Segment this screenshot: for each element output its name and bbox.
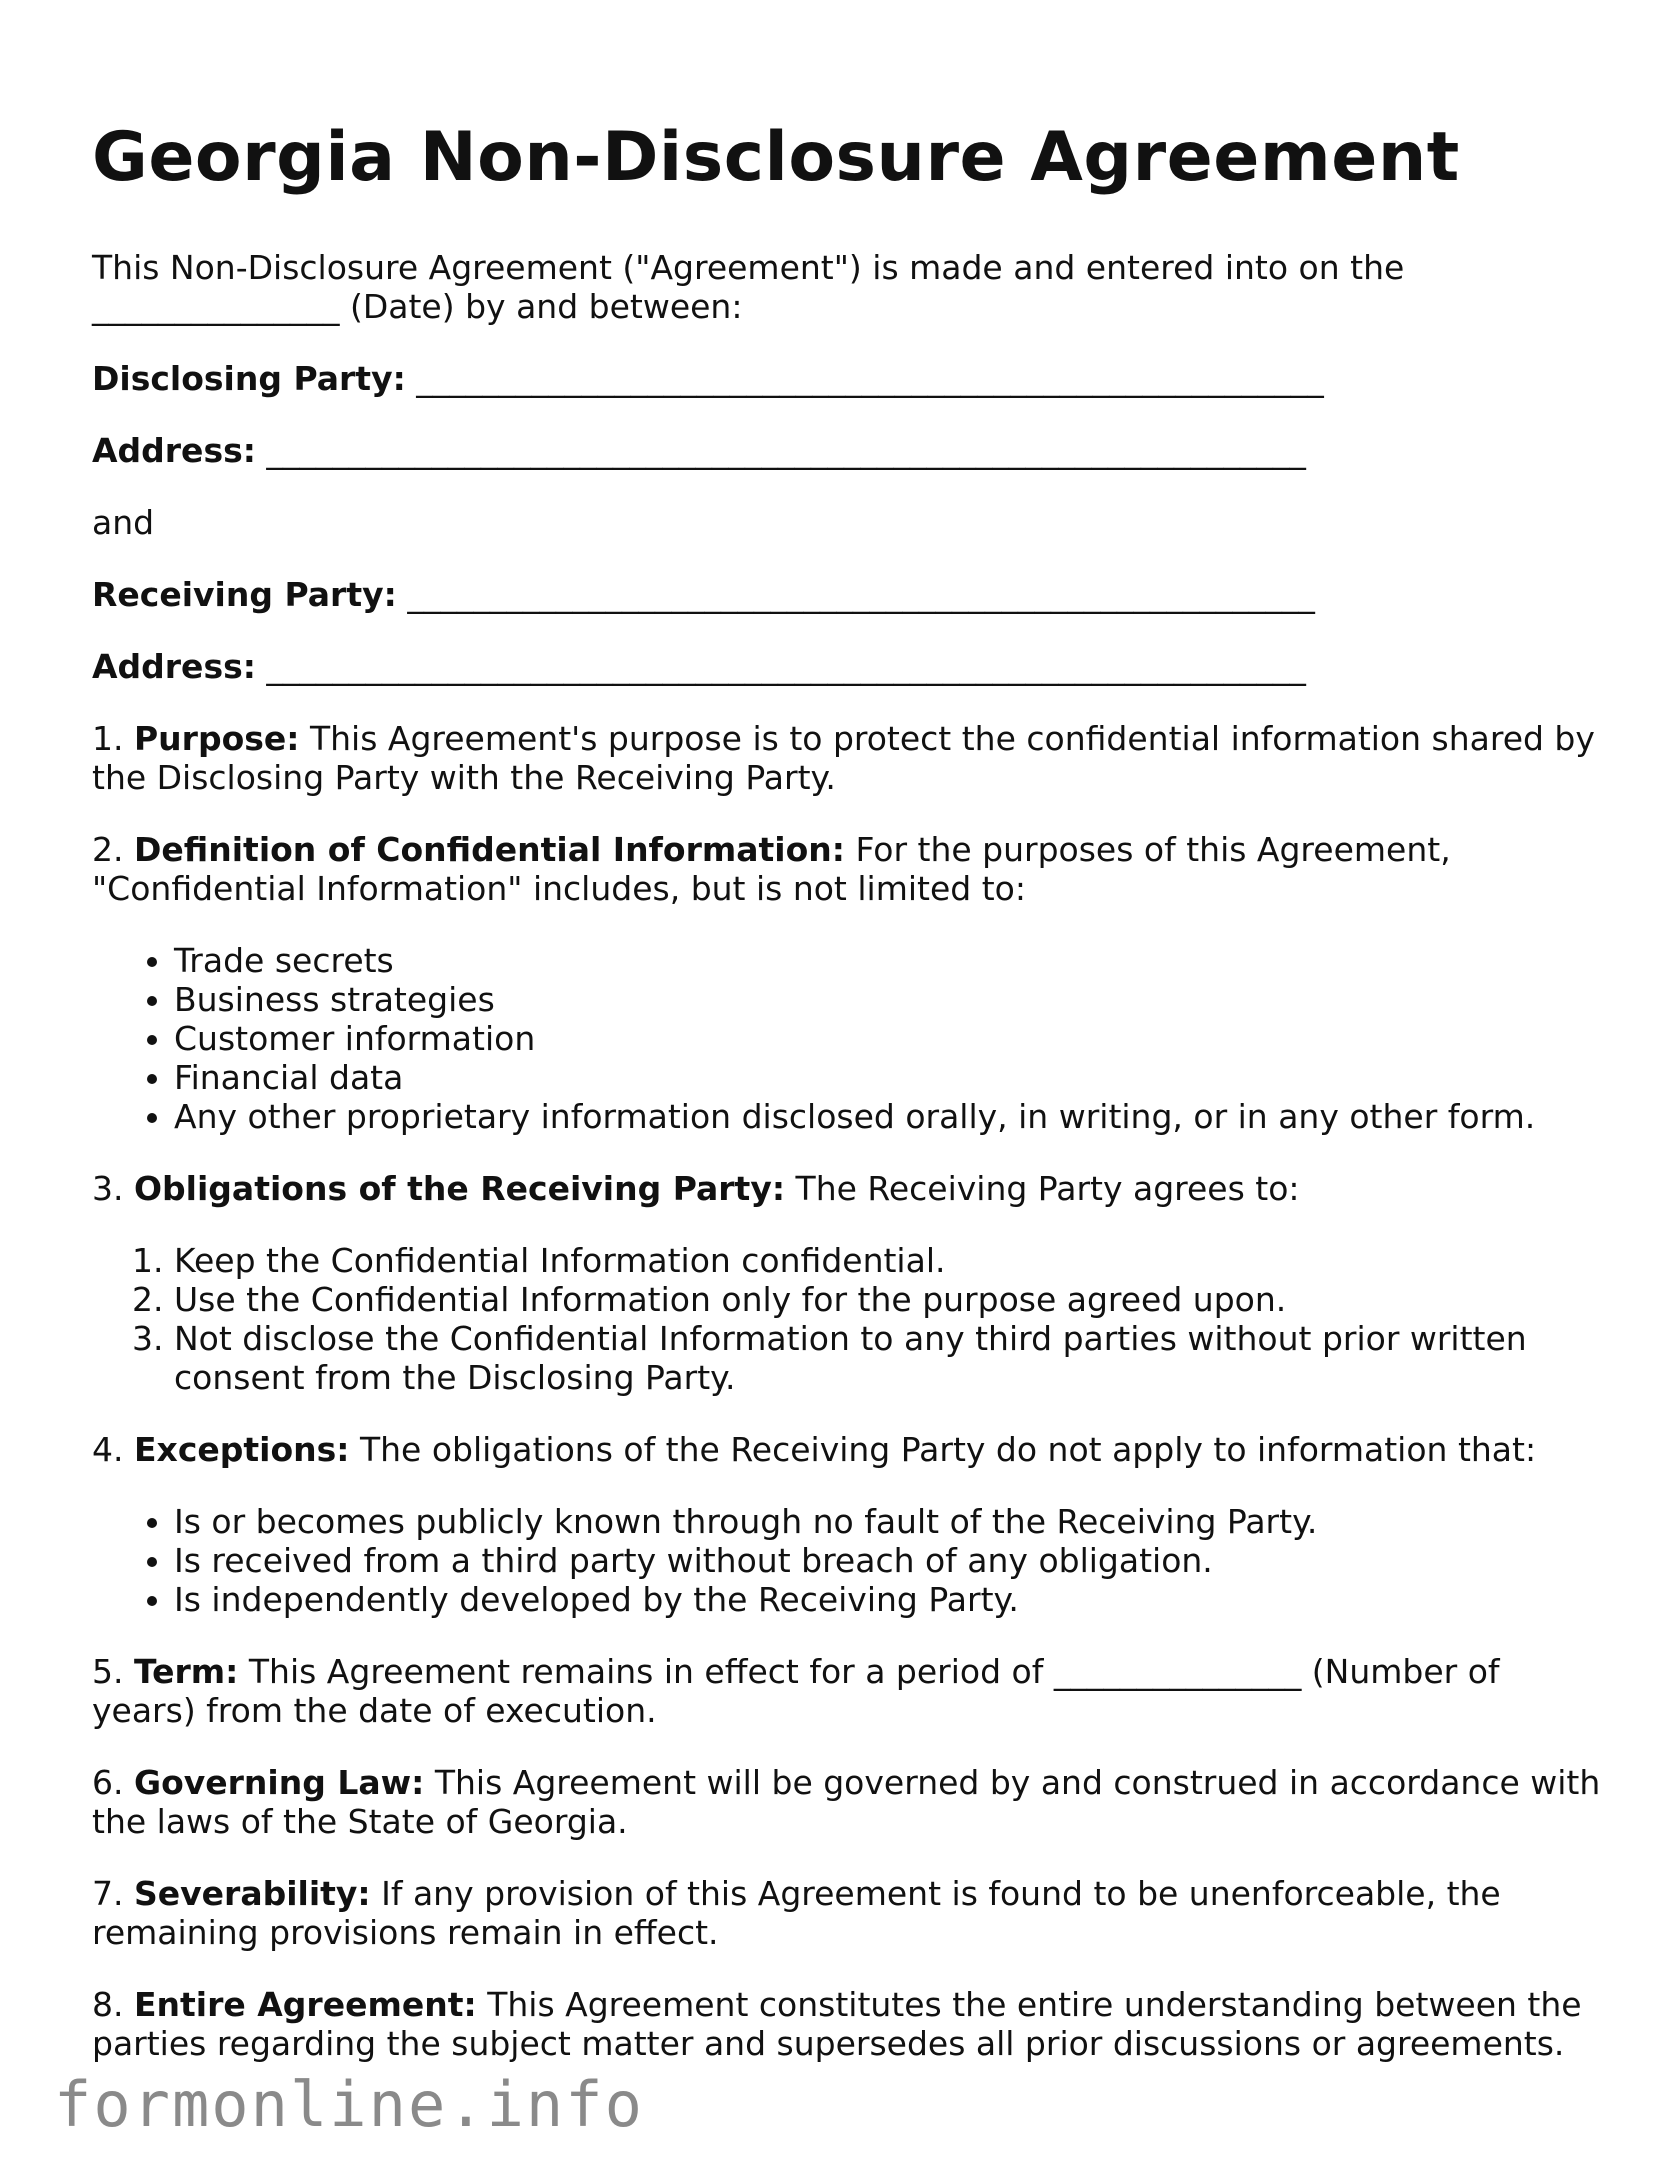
section-heading: Term: xyxy=(134,1652,239,1691)
section-severability xyxy=(92,1874,1612,1952)
confidential-info-list xyxy=(92,941,1612,1136)
and-text: and xyxy=(92,503,155,542)
section-number: 3. xyxy=(92,1169,124,1208)
list-item: 3. Not disclose the Confidential Information to any third parties without prior written consent from the Disclosing Party. xyxy=(174,1319,1612,1397)
section-heading: Severability: xyxy=(134,1874,371,1913)
list-item: • Business strategies xyxy=(174,980,1612,1019)
section-entire-agreement xyxy=(92,1985,1612,2063)
section-text: The Receiving Party agrees to: xyxy=(795,1169,1300,1208)
section-number: 5. xyxy=(92,1652,124,1691)
section-heading: Entire Agreement: xyxy=(134,1985,477,2024)
list-item: 2. Use the Confidential Information only for the purpose agreed upon. xyxy=(174,1280,1612,1319)
list-item: • Is or becomes publicly known through no fault of the Receiving Party. xyxy=(174,1502,1612,1541)
disclosing-party-label: Disclosing Party: xyxy=(92,359,406,398)
section-text: For the purposes of this Agreement, "Confidential Information" includes, but is not limited to: xyxy=(92,830,1451,908)
obligations-list xyxy=(92,1241,1612,1397)
receiving-address-blank: _______________________________________________________________ xyxy=(266,647,1306,686)
section-purpose xyxy=(92,719,1612,797)
section-number: 6. xyxy=(92,1763,124,1802)
section-text: This Agreement remains in effect for a period of _______________ (Number of years) from the date of execution. xyxy=(92,1652,1500,1730)
section-obligations xyxy=(92,1169,1612,1208)
section-heading: Definition of Confidential Information: xyxy=(134,830,845,869)
list-item: • Trade secrets xyxy=(174,941,1612,980)
list-item: • Financial data xyxy=(174,1058,1612,1097)
receiving-party-field xyxy=(92,575,1612,614)
list-item: • Customer information xyxy=(174,1019,1612,1058)
section-heading: Obligations of the Receiving Party: xyxy=(134,1169,786,1208)
disclosing-party-blank: _______________________________________________________ xyxy=(416,359,1324,398)
section-text: This Agreement constitutes the entire understanding between the parties regarding the subject matter and supersedes all prior discussions or agreements. xyxy=(92,1985,1582,2063)
receiving-address-field xyxy=(92,647,1612,686)
section-term xyxy=(92,1652,1612,1730)
section-number: 1. xyxy=(92,719,124,758)
section-heading: Exceptions: xyxy=(134,1430,350,1469)
document-page xyxy=(92,118,1612,2096)
section-text: This Agreement's purpose is to protect the confidential information shared by the Disclosing Party with the Receiving Party. xyxy=(92,719,1595,797)
receiving-party-blank: _______________________________________________________ xyxy=(407,575,1315,614)
receiving-address-label: Address: xyxy=(92,647,256,686)
section-text: This Agreement will be governed by and construed in accordance with the laws of the State of Georgia. xyxy=(92,1763,1601,1841)
watermark: formonline.info xyxy=(54,2068,644,2141)
section-definition xyxy=(92,830,1612,908)
section-number: 8. xyxy=(92,1985,124,2024)
section-number: 2. xyxy=(92,830,124,869)
list-item: 1. Keep the Confidential Information confidential. xyxy=(174,1241,1612,1280)
disclosing-address-label: Address: xyxy=(92,431,256,470)
section-text: If any provision of this Agreement is found to be unenforceable, the remaining provisions remain in effect. xyxy=(92,1874,1501,1952)
section-heading: Purpose: xyxy=(134,719,300,758)
section-number: 7. xyxy=(92,1874,124,1913)
list-item: • Is received from a third party without breach of any obligation. xyxy=(174,1541,1612,1580)
disclosing-party-field xyxy=(92,359,1612,398)
list-item: • Any other proprietary information disclosed orally, in writing, or in any other form. xyxy=(174,1097,1612,1136)
document-title: Georgia Non-Disclosure Agreement xyxy=(92,118,1460,197)
section-number: 4. xyxy=(92,1430,124,1469)
list-item: • Is independently developed by the Receiving Party. xyxy=(174,1580,1612,1619)
section-heading: Governing Law: xyxy=(134,1763,425,1802)
exceptions-list xyxy=(92,1502,1612,1619)
intro-paragraph: This Non-Disclosure Agreement ("Agreement") is made and entered into on the _______________ (Date) by and between: xyxy=(92,248,1405,326)
section-governing-law xyxy=(92,1763,1612,1841)
section-text: The obligations of the Receiving Party do not apply to information that: xyxy=(359,1430,1537,1469)
disclosing-address-blank: _______________________________________________________________ xyxy=(266,431,1306,470)
receiving-party-label: Receiving Party: xyxy=(92,575,397,614)
disclosing-address-field xyxy=(92,431,1612,470)
section-exceptions xyxy=(92,1430,1612,1469)
